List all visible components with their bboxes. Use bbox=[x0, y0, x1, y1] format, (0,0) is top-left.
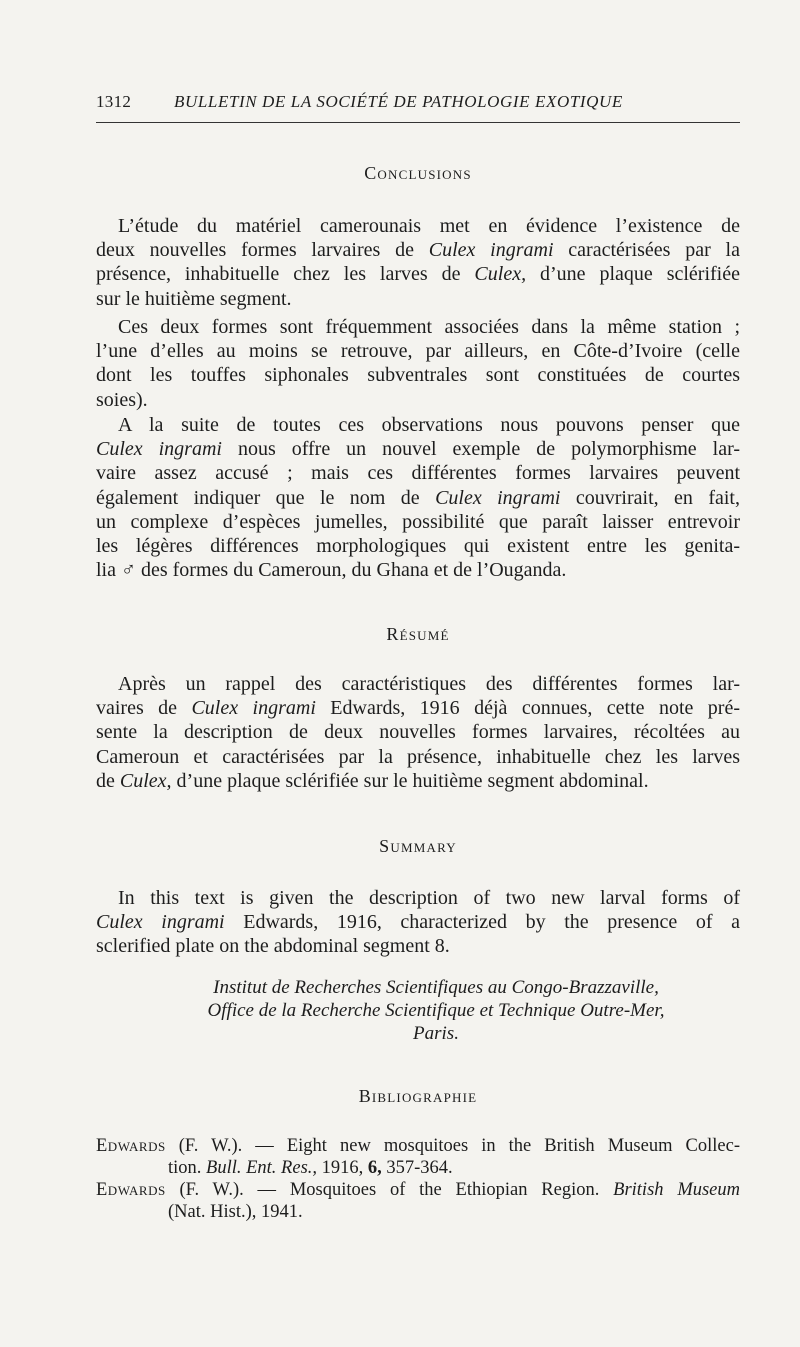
genus-name: Culex, bbox=[119, 769, 172, 792]
text-line: Culex ingrami nous offre un nouvel exemple de polymorphisme lar- bbox=[96, 438, 740, 461]
section-title-bibliography: Bibliographie bbox=[358, 1086, 478, 1106]
affiliation-line: Paris. bbox=[413, 1023, 459, 1044]
species-name: Culex ingrami bbox=[96, 438, 222, 461]
section-title-summary: Summary bbox=[379, 836, 457, 856]
text-line: L’étude du matériel camerounais met en évidence l’existence de bbox=[118, 215, 740, 237]
bibliography-list bbox=[96, 1135, 740, 1223]
text-line: vaires de Culex ingrami Edwards, 1916 déjà connues, cette note pré- bbox=[96, 697, 740, 720]
reference-entry bbox=[96, 1135, 740, 1179]
text-line: Edwards (F. W.). — Eight new mosquitoes in the British Museum Collec- bbox=[96, 1136, 740, 1156]
conclusions-paragraph-3 bbox=[96, 413, 740, 582]
text-line: Cameroun et caractérisées par la présence, inhabituelle chez les larves bbox=[96, 745, 740, 768]
genus-name: Culex, bbox=[474, 263, 527, 286]
species-name: Culex ingrami bbox=[96, 911, 225, 934]
reference-entry bbox=[96, 1179, 740, 1223]
text-line: A la suite de toutes ces observations nous pouvons penser que bbox=[118, 414, 740, 436]
text-line: les légères différences morphologiques qui existent entre les genita- bbox=[96, 535, 740, 558]
journal-title: BULLETIN DE LA SOCIÉTÉ DE PATHOLOGIE EXOTIQUE bbox=[174, 92, 623, 111]
conclusions-paragraph-1 bbox=[96, 214, 740, 311]
text-line: In this text is given the description of two new larval forms of bbox=[118, 887, 740, 909]
text-line: Après un rappel des caractéristiques des différentes formes lar- bbox=[118, 673, 740, 695]
text-line: présence, inhabituelle chez les larves de Culex, d’une plaque sclérifiée bbox=[96, 263, 740, 286]
author-affiliation bbox=[96, 976, 740, 1045]
text-line: l’une d’elles au moins se retrouve, par ailleurs, en Côte-d’Ivoire (celle bbox=[96, 340, 740, 363]
affiliation-line: Institut de Recherches Scientifiques au Congo-Brazzaville, bbox=[213, 977, 659, 998]
text-line: vaire assez accusé ; mais ces différentes formes larvaires peuvent bbox=[96, 462, 740, 485]
section-title-conclusions: Conclusions bbox=[364, 163, 472, 183]
publisher-name: British Museum bbox=[613, 1180, 741, 1200]
text-line: lia ♂ des formes du Cameroun, du Ghana et de l’Ouganda. bbox=[96, 559, 567, 582]
text-line: Culex ingrami Edwards, 1916, characterized by the presence of a bbox=[96, 911, 740, 934]
page-number: 1312 bbox=[96, 92, 132, 111]
text-line: Ces deux formes sont fréquemment associées dans la même station ; bbox=[118, 316, 740, 338]
text-line: tion. Bull. Ent. Res., 1916, 6, 357-364. bbox=[168, 1158, 453, 1178]
volume-number: 6, bbox=[367, 1158, 382, 1178]
journal-name: Bull. Ent. Res., bbox=[206, 1158, 318, 1178]
species-name: Culex ingrami bbox=[435, 486, 561, 509]
text-line: sente la description de deux nouvelles formes larvaires, récoltées au bbox=[96, 721, 740, 744]
section-title-resume: Résumé bbox=[386, 624, 450, 644]
conclusions-paragraph-2 bbox=[96, 315, 740, 412]
summary-paragraph bbox=[96, 886, 740, 959]
text-line: un complexe d’espèces jumelles, possibilité que paraît laisser entrevoir bbox=[96, 510, 740, 533]
text-line: Edwards (F. W.). — Mosquitoes of the Ethiopian Region. British Museum bbox=[96, 1180, 741, 1200]
text-line: de Culex, d’une plaque sclérifiée sur le huitième segment abdominal. bbox=[96, 769, 649, 792]
text-line: dont les touffes siphonales subventrales sont constituées de courtes bbox=[96, 364, 740, 387]
text-line: sur le huitième segment. bbox=[96, 287, 292, 310]
text-line: également indiquer que le nom de Culex ingrami couvrirait, en fait, bbox=[96, 486, 740, 509]
affiliation-line: Office de la Recherche Scientifique et Technique Outre-Mer, bbox=[207, 1000, 665, 1021]
species-name: Culex ingrami bbox=[428, 239, 554, 262]
text-line: soies). bbox=[96, 388, 148, 411]
text-line: sclerified plate on the abdominal segment 8. bbox=[96, 935, 450, 958]
species-name: Culex ingrami bbox=[191, 697, 316, 720]
reference-author: Edwards bbox=[96, 1180, 166, 1200]
text-line: deux nouvelles formes larvaires de Culex ingrami caractérisées par la bbox=[96, 239, 740, 262]
header-rule bbox=[96, 122, 740, 123]
resume-paragraph bbox=[96, 672, 740, 793]
text-line: (Nat. Hist.), 1941. bbox=[168, 1202, 303, 1222]
reference-author: Edwards bbox=[96, 1136, 166, 1156]
